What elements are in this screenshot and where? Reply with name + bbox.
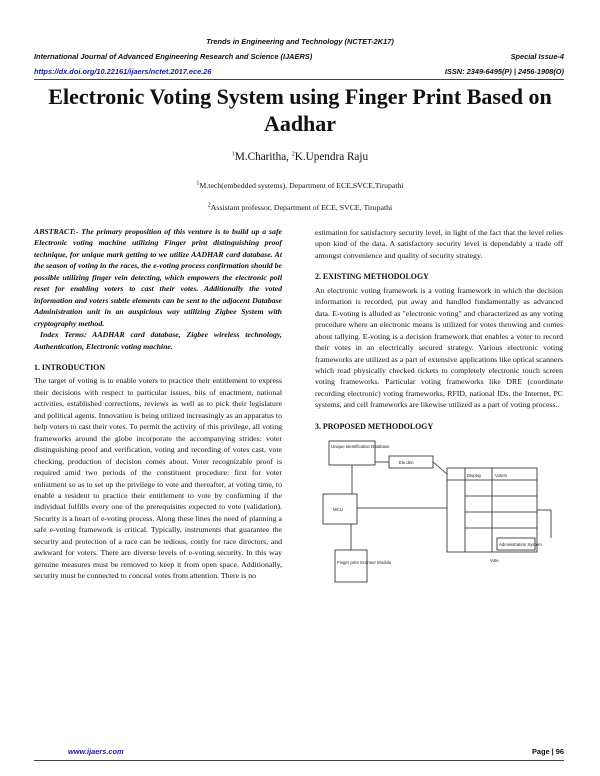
affiliation-1-sup: 1	[196, 180, 200, 187]
affiliation-1	[0, 181, 600, 190]
paper-title: Electronic Voting System using Finger Print Based on Aadhar	[48, 84, 552, 136]
footer-website-link[interactable]: www.ijaers.com	[68, 747, 124, 756]
label-mcu: MCU	[333, 507, 343, 513]
issn: ISSN: 2349-6495(P) | 2456-1908(O)	[444, 67, 564, 76]
label-fingerprint-scanner: Finger print Scanner Module	[337, 560, 392, 566]
label-vote: Vote	[490, 558, 499, 564]
affiliation-2-sup: 2	[207, 202, 211, 209]
existing-heading: 2. EXISTING METHODOLOGY	[315, 272, 429, 282]
author-1: M.Charitha,	[234, 151, 292, 163]
footer-rule	[34, 760, 564, 761]
fingerprint-scanner-box	[335, 550, 367, 582]
proposed-heading: 3. PROPOSED METHODOLOGY	[315, 421, 434, 431]
special-issue: Special Issue-4	[510, 52, 564, 61]
block-diagram-svg	[315, 438, 565, 588]
affiliation-1-text: M.tech(embedded systems), Department of ECE,SVCE,Tirupathi	[199, 181, 404, 190]
intro-text: The target of voting is to enable voters to practice their entitlement to express their decisions with respect to particular issues, bits of enactment, national activities, established corrections, reviews as well as to pick their legislature and political agents. Innovation is being utilized increasingly as an apparatus to help voters to cast their votes. To permit the activity of this privilege, all voting frameworks around the globe incorporate the accompanying strides: voter distinguishing proof and verification, voting and recording of votes cast, vote checking, production of decision comes about. Voter recognizable proof is required amid two periods of the constituent procedure: first for voter enlistment so as to set up the privilege to vote and thereafter, at voting time, to enable a resident to practice their entitlement to vote by confirming if the individual fulfills every one of the prerequisites expected to vote (validation). Security is a heart of e-voting process. Along these lines the need of planning a safe e-voting framework is critical. Typically, instruments that guarantee the security and protection of a race can be tedious, costly for race directors, and awkward for voters. There are diverse levels of e-voting security. In this way genuine measures must be removed to keep it from open space. Additionally, security must be connected to conceal votes from attention. There is no	[34, 376, 282, 581]
conference-header: Trends in Engineering and Technology (NCTET-2K17)	[206, 37, 394, 46]
affiliation-2	[0, 203, 600, 212]
header-rule	[34, 79, 564, 80]
author-2: K.Upendra Raju	[294, 151, 369, 163]
existing-text: An electronic voting framework is a voting framework in which the decision information is recorded, put away and handled fundamentally as advanced data. E-voting is alluded as "electronic voting" and characterized as any voting procedure where an electronic means is utilized for votes throwing and comes about tallying. E-voting is a decision framework that enables a voter to record their votes in an electrically secured strategy. Various electronic voting frameworks are utilized as a part of extensive applications like optical scanners which read physically checked tickets to completely electronic touch screen voting frameworks. Particular voting frameworks like DRE (coordinate recording electronic) voting frameworks, RFID, national IDs, the Internet, PC systems, and cell frameworks are likewise utilized as a part of voting process..	[315, 285, 563, 410]
author-1-sup: 1	[231, 151, 235, 158]
label-admin-system: Administration System	[499, 542, 542, 548]
page-number: Page | 96	[531, 747, 564, 756]
block-diagram	[315, 438, 565, 588]
abstract: ABSTRACT:- The primary proposition of this venture is to build up a safe Electronic voting machine utilizing Finger print distinguishing proof technique, for unique mark getting to we utilize AADHAR card database. At the season of voting in the races, the e-voting process confirmation should be possible utilizing finger vein detecting, which empowers the electronic poll reset for enabling voters to cast their votes. Additionally the voted information and voters subtle elements can be sent to the adjacent Database Administration unit in an auspicious way utilizing Zigbee System with cryptography method.	[34, 227, 282, 328]
affiliation-2-text: Assistant professor, Department of ECE, SVCE, Tirupathi	[210, 203, 393, 212]
authors	[0, 151, 600, 163]
label-voters: Voters	[495, 473, 508, 479]
left-column	[34, 226, 282, 582]
journal-name: International Journal of Advanced Engineering Research and Science (IJAERS)	[34, 52, 313, 61]
author-2-sup: 2	[291, 151, 295, 158]
intro-heading: 1. INTRODUCTION	[34, 362, 106, 372]
label-uid-database: Unique Identification Database	[331, 444, 390, 450]
doi-link[interactable]: https://dx.doi.org/10.22161/ijaers/nctet.2017.ece.26	[34, 67, 212, 76]
label-display: Display	[467, 473, 482, 479]
index-terms: Index Terms: AADHAR card database, Zigbee wireless technology, Authentication, Electronic voting machine.	[34, 330, 282, 351]
intro-continued: estimation for satisfactory security level, in light of the fact that the level relies upon kind of the data. A satisfactory security level is dependably a trade off amongst convenience and quality of security strategy.	[315, 228, 563, 260]
right-column	[315, 227, 563, 588]
label-ele-den: Ele.den	[399, 460, 414, 466]
